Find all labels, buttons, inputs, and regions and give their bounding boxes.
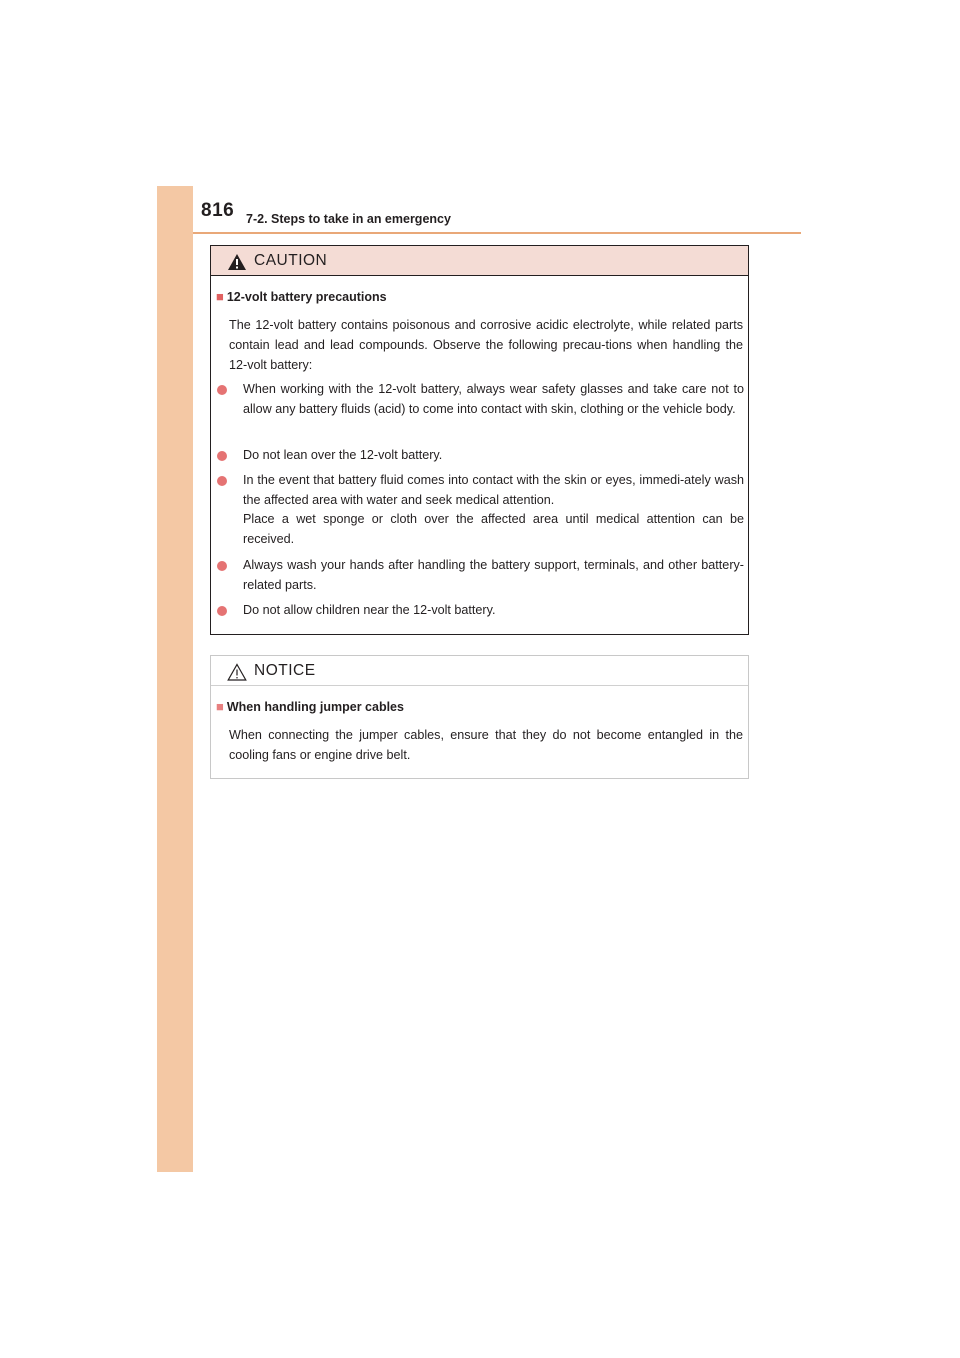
list-item-text: Do not allow children near the 12-volt battery.: [243, 603, 496, 617]
list-item: [217, 471, 744, 549]
notice-header: [211, 656, 748, 686]
bullet-icon: [217, 451, 227, 461]
caution-heading: [216, 289, 387, 304]
bullet-icon: [217, 476, 227, 486]
notice-box: [210, 655, 749, 779]
list-item: [217, 446, 744, 466]
notice-label: NOTICE: [254, 662, 316, 679]
list-item-text: In the event that battery fluid comes into contact with the skin or eyes, immedi-ately wash the affected area with water and seek medical attention.: [243, 473, 744, 507]
caution-intro: The 12-volt battery contains poisonous and corrosive acidic electrolyte, while related parts contain lead and lead compounds. Observe the following precau-tions when handling the 12-volt battery:: [229, 318, 743, 372]
bullet-icon: [217, 561, 227, 571]
list-item: [217, 601, 744, 621]
notice-heading-text: When handling jumper cables: [226, 700, 404, 714]
caution-heading-text: 12-volt battery precautions: [226, 290, 387, 304]
list-item-text: Do not lean over the 12-volt battery.: [243, 448, 443, 462]
list-item: [217, 380, 744, 419]
page-number: 816: [201, 200, 235, 221]
list-item-text: Place a wet sponge or cloth over the affected area until medical attention can be received.: [243, 512, 744, 546]
warning-triangle-filled-icon: [227, 253, 247, 271]
bullet-icon: [217, 606, 227, 616]
bullet-icon: [217, 385, 227, 395]
caution-label: CAUTION: [254, 252, 328, 269]
list-item-text: When working with the 12-volt battery, always wear safety glasses and take care not to allow any battery fluids (acid) to come into contact with skin, clothing or the vehicle body.: [243, 382, 744, 416]
header-rule: [193, 232, 801, 234]
section-title: 7-2. Steps to take in an emergency: [246, 212, 451, 226]
side-band: [157, 186, 193, 1172]
notice-text: When connecting the jumper cables, ensure that they do not become entangled in the cooling fans or engine drive belt.: [229, 728, 743, 762]
notice-heading: [216, 699, 404, 714]
list-item-text: Always wash your hands after handling the battery support, terminals, and other battery-related parts.: [243, 558, 744, 592]
list-item: [217, 556, 744, 595]
square-bullet-icon: ■: [216, 699, 224, 714]
caution-header: [211, 246, 748, 276]
warning-triangle-outline-icon: [227, 663, 247, 681]
caution-box: [210, 245, 749, 635]
square-bullet-icon: ■: [216, 289, 224, 304]
